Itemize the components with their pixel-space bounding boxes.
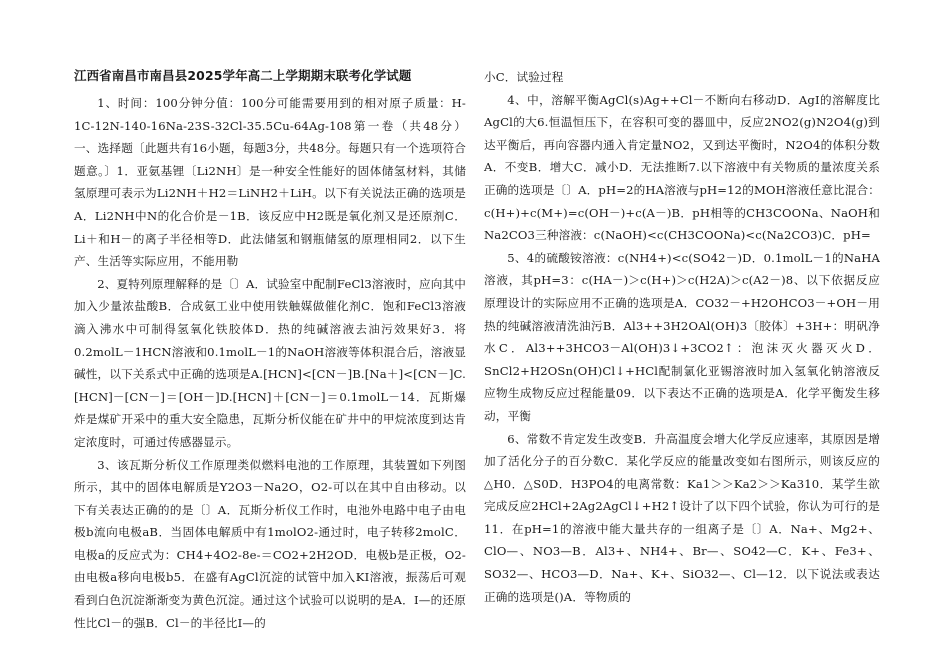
paragraph-1: 1、时间：100分钟分值：100分可能需要用到的相对原子质量：H-1C-12N-140-16Na-23S-32Cl-35.5Cu-64Ag-108第一卷（共48分）一、选择题〔此题共有16小题，每题3分，共48分。每题只有一个选项符合题意。〕1．亚氨基锂〔Li2NH〕是一种安全性能好的固体储氢材料，其储氢原理可表示为Li2NH＋H2＝LiNH2＋LiH。以下有关说法正确的选项是A．Li2NH中N的化合价是－1B．该反应中H2既是氧化剂又是还原剂C．Li＋和H－的离子半径相等D．此法储氢和钢瓶储氢的原理相同2．以下生产、生活等实际应用，不能用勒 [74, 96, 466, 269]
paragraph-4: 4、中，溶解平衡AgCl(s)Ag++Cl－不断向右移动D．AgI的溶解度比AgCl的大6.恒温恒压下，在容积可变的器皿中，反应2NO2(g)N2O4(g)到达平衡后，再向容器内通入肯定量NO2，又到达平衡时，N2O4的体积分数A．不变B．增大C．减小D．无法推断7.以下溶液中有关物质的量浓度关系正确的选项是〔〕A．pH=2的HA溶液与pH=12的MOH溶液任意比混合：c(H+)+c(M+)=c(OH－)+c(A－)B．pH相等的CH3COONa、NaOH和Na2CO3三种溶液：c(NaOH)<c(CH3COONa)<c(Na2CO3)C．pH= [484, 92, 880, 243]
paragraph-continuation: 小C．试验过程 [484, 70, 564, 84]
left-column [74, 66, 466, 634]
page-title: 江西省南昌市南昌县2025学年高二上学期期末联考化学试题 [74, 68, 412, 83]
paragraph-2: 2、夏特列原理解释的是〔〕A．试验室中配制FeCl3溶液时，应向其中加入少量浓盐酸B．合成氨工业中使用铁触媒做催化剂C．饱和FeCl3溶液滴入沸水中可制得氢氧化铁胶体D．热的纯碱溶液去油污效果好3．将0.2molL－1HCN溶液和0.1molL－1的NaOH溶液等体积混合后，溶液显碱性，以下关系式中正确的选项是A.[HCN]<[CN－]B.[Na＋]<[CN－]C.[HCN]－[CN－]＝[OH－]D.[HCN]＋[CN－]＝0.1molL－14．瓦斯爆炸是煤矿开采中的重大安全隐患，瓦斯分析仪能在矿井中的甲烷浓度到达肯定浓度时，可通过传感器显示。 [74, 276, 466, 449]
paragraph-3: 3、该瓦斯分析仪工作原理类似燃料电池的工作原理，其装置如下列图所示，其中的固体电解质是Y2O3－Na2O，O2-可以在其中自由移动。以下有关表达正确的的是〔〕A．瓦斯分析仪工作时，电池外电路中电子由电极b流向电极aB．当固体电解质中有1molO2-通过时，电子转移2molC．电极a的反应式为：CH4+4O2-8e-＝CO2+2H2OD．电极b是正极，O2-由电极a移向电极b5．在盛有AgCl沉淀的试管中加入KI溶液，振荡后可观看到白色沉淀渐渐变为黄色沉淀。通过这个试验可以说明的是A．I—的还原性比Cl－的强B．Cl－的半径比I—的 [74, 457, 466, 630]
paragraph-6: 6、常数不肯定发生改变B．升高温度会增大化学反应速率，其原因是增加了活化分子的百分数C．某化学反应的能量改变如右图所示，则该反应的△H0．△S0D．H3PO4的电离常数：Ka1＞＞Ka2＞＞Ka310．某学生欲完成反应2HCl+2Ag2AgCl↓+H2↑设计了以下四个试验，你认为可行的是11．在pH=1的溶液中能大量共存的一组离子是〔〕A．Na+、Mg2+、ClO—、NO3—B．Al3+、NH4+、Br—、SO42—C．K+、Fe3+、SO32—、HCO3—D．Na+、K+、SiO32—、Cl—12．以下说法或表达正确的选项是()A．等物质的 [484, 431, 880, 604]
right-column [484, 66, 880, 608]
paragraph-5: 5、4的硫酸铵溶液：c(NH4+)<c(SO42－)D．0.1molL－1的NaHA溶液，其pH=3：c(HA－)＞c(H+)＞c(H2A)＞c(A2－)8、以下依据反应原理设计的实际应用不正确的选项是A．CO32－+H2OHCO3－+OH－用热的纯碱溶液清洗油污B．Al3++3H2OAl(OH)3〔胶体〕+3H+：明矾净水C．Al3++3HCO3－Al(OH)3↓+3CO2↑：泡沫灭火器灭火D．SnCl2+H2OSn(OH)Cl↓+HCl配制氯化亚锡溶液时加入氢氧化钠溶液反应物生成物反应过程能量09．以下表达不正确的选项是A．化学平衡发生移动，平衡 [484, 250, 880, 423]
